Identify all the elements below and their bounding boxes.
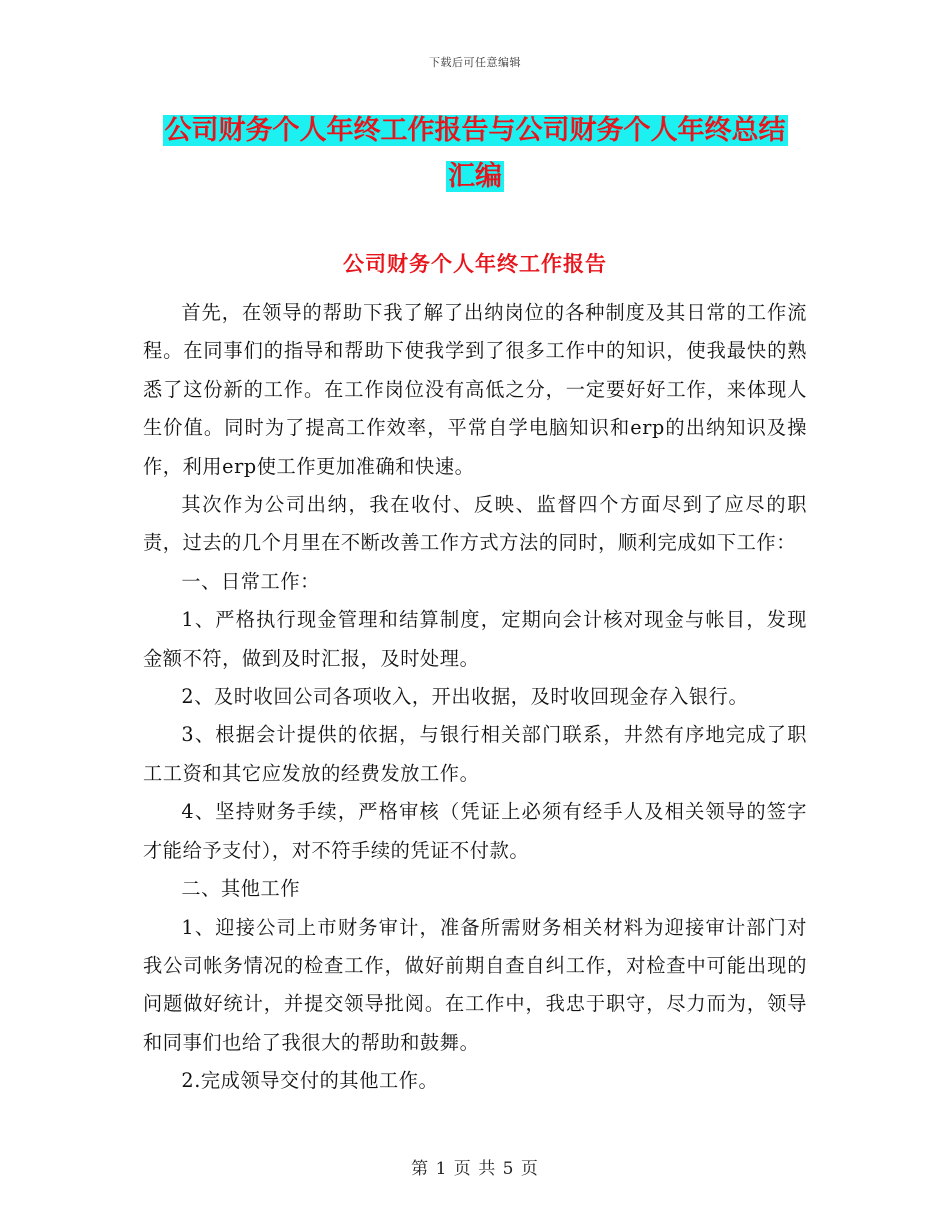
- paragraph: 二、其他工作: [181, 877, 301, 901]
- paragraph: 一、日常工作：: [181, 569, 320, 593]
- main-title: [0, 108, 950, 200]
- section-title: 公司财务个人年终工作报告: [343, 252, 607, 276]
- paragraph: 4、坚持财务手续，严格审核（凭证上必须有经手人及相关领导的签字才能给予支付），对不符手续的凭证不付款。: [143, 800, 807, 862]
- paragraph: 1、迎接公司上市财务审计，准备所需财务相关材料为迎接审计部门对我公司帐务情况的检查工作，做好前期自查自纠工作，对检查中可能出现的问题做好统计，并提交领导批阅。在工作中，我忠于职守，尽力而为，领导和同事们也给了我很大的帮助和鼓舞。: [143, 915, 807, 1054]
- main-title-line1: 公司财务个人年终工作报告与公司财务个人年终总结: [164, 115, 786, 146]
- paragraph: 2.完成领导交付的其他工作。: [181, 1069, 439, 1093]
- paragraph: 1、严格执行现金管理和结算制度，定期向会计核对现金与帐目，发现金额不符，做到及时汇报，及时处理。: [143, 608, 807, 670]
- header-note: 下载后可任意编辑: [429, 56, 521, 69]
- body-text: [143, 294, 807, 1101]
- page-footer: 第 1 页 共 5 页: [411, 1159, 539, 1179]
- paragraph: 首先，在领导的帮助下我了解了出纳岗位的各种制度及其日常的工作流程。在同事们的指导和帮助下使我学到了很多工作中的知识，使我最快的熟悉了这份新的工作。在工作岗位没有高低之分，一定要好好工作，来体现人生价值。同时为了提高工作效率，平常自学电脑知识和erp的出纳知识及操作，利用erp使工作更加准确和快速。: [143, 301, 807, 478]
- paragraph: 其次作为公司出纳，我在收付、反映、监督四个方面尽到了应尽的职责，过去的几个月里在不断改善工作方式方法的同时，顺利完成如下工作：: [143, 493, 807, 555]
- paragraph: 2、及时收回公司各项收入，开出收据，及时收回现金存入银行。: [181, 685, 749, 709]
- paragraph: 3、根据会计提供的依据，与银行相关部门联系，井然有序地完成了职工工资和其它应发放的经费发放工作。: [143, 723, 807, 785]
- main-title-line2: 汇编: [448, 161, 502, 192]
